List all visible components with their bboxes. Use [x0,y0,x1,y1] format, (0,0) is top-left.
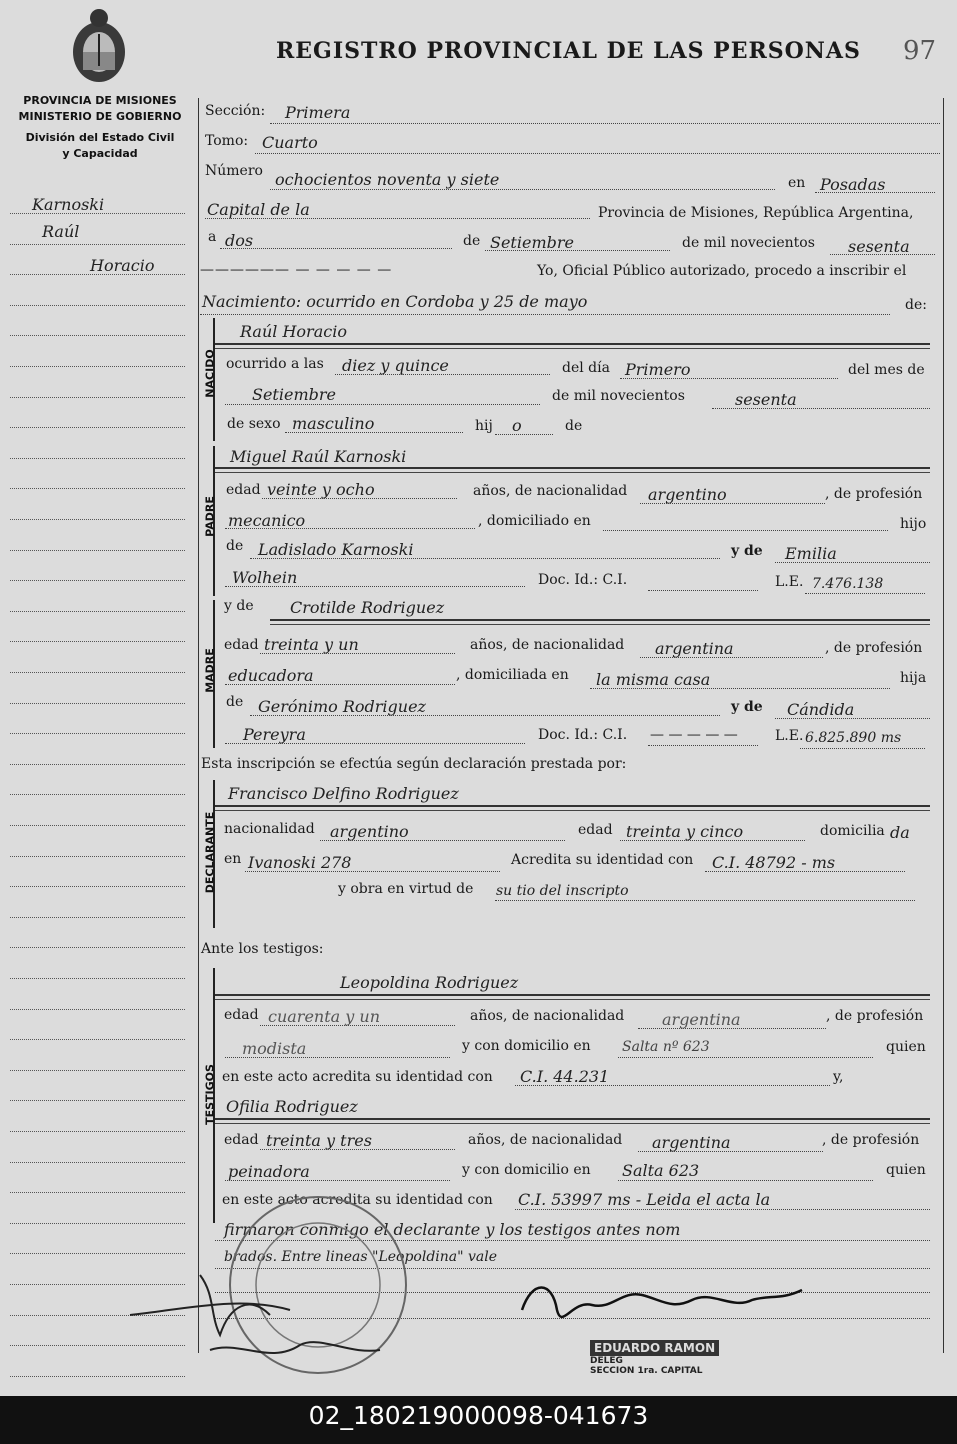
value-dashes: —————— — — — — — [200,262,393,278]
margin-rule-line [10,488,185,489]
value-padre-prof: mecanico [228,511,306,530]
label-quien-t2: quien [886,1162,926,1178]
frame-left-line [198,98,199,1353]
margin-rule-line [10,1192,185,1193]
margin-rule-line [10,397,185,398]
label-domiciliada: , domiciliada en [456,667,569,683]
value-padre-abuelo: Ladislado Karnoski [258,540,414,559]
stamp-line-3: SECCION 1ra. CAPITAL [590,1366,703,1376]
label-edad-t2: edad [224,1132,259,1148]
label-de-madre: de [226,694,244,710]
label-y-de-madre: y de [224,598,254,614]
witness-signatures-icon [120,1255,420,1385]
label-le-padre: L.E. [775,574,804,590]
label-y-obra: y obra en virtud de [338,881,474,897]
label-hijo: hijo [900,516,927,532]
margin-rule-line [10,458,185,459]
label-sexo: de sexo [227,416,281,432]
value-madre-abuela: Cándida [787,700,855,719]
value-t2-ci: C.I. 53997 ms - Leida el acta la [518,1190,771,1209]
value-tomo: Cuarto [262,133,318,152]
closing-line-2: brados. Entre lineas "Leopoldina" vale [224,1249,498,1265]
value-madre-abuela-2: Pereyra [243,725,306,744]
value-decl-virtud: su tio del inscripto [496,883,629,899]
label-mil-novecientos-2: de mil novecientos [552,388,685,404]
label-de-2: de [565,418,583,434]
value-madre-nombre: Crotilde Rodriguez [290,598,445,617]
label-de-mil: de mil novecientos [682,235,815,251]
label-quien-t1: quien [886,1039,926,1055]
value-t1-nac: argentina [662,1010,741,1029]
label-ocurrido: ocurrido a las [226,356,324,372]
label-del-mes: del mes de [848,362,925,378]
value-capital: Capital de la [207,200,310,219]
value-t2-dom: Salta 623 [622,1161,700,1180]
label-domiciliado: , domiciliado en [478,513,591,529]
side-label-nacido: NACIDO [203,349,217,398]
value-seccion: Primera [285,103,351,122]
closing-line-1: firmaron conmigo el declarante y los testigos antes nom [224,1220,681,1239]
value-decl-dom: da [890,823,910,842]
side-label-padre: PADRE [203,496,217,537]
margin-rule-line [10,1009,185,1010]
margin-rule-line [10,244,185,245]
value-madre-le: 6.825.890 ms [805,730,902,746]
label-en-decl: en [224,851,242,867]
value-hij: o [512,416,522,435]
label-de-3: de [226,538,244,554]
label-anos-t1: años, de nacionalidad [470,1008,625,1024]
value-t1-ci: C.I. 44.231 [520,1067,610,1086]
office-line-3: División del Estado Civil [25,131,175,144]
label-en: en [788,175,806,191]
office-line-1: PROVINCIA DE MISIONES [23,94,177,107]
margin-rule-line [10,733,185,734]
value-t1-edad: cuarenta y un [268,1007,381,1026]
label-prof-t1: , de profesión [826,1008,924,1024]
label-anos-t2: años, de nacionalidad [468,1132,623,1148]
label-edad-padre: edad [226,482,261,498]
margin-rule-line [10,1100,185,1101]
margin-rule-line [10,427,185,428]
value-padre-abuela-2: Wolhein [232,568,298,587]
label-ante-testigos: Ante los testigos: [201,941,324,957]
label-acredita-decl: Acredita su identidad con [511,852,694,868]
margin-rule-line [10,886,185,887]
value-numero: ochocientos noventa y siete [275,170,500,189]
value-anio: sesenta [848,237,910,256]
official-signature-icon [512,1270,812,1350]
office-line-4: y Capacidad [62,147,138,160]
label-seccion: Sección: [205,103,266,119]
office-line-2: MINISTERIO DE GOBIERNO [18,110,182,123]
frame-right-line [943,98,944,1353]
value-t1-prof: modista [242,1039,307,1058]
value-nombre: Raúl Horacio [240,322,347,341]
label-edad-t1: edad [224,1007,259,1023]
value-t1-nombre: Leopoldina Rodriguez [340,973,519,992]
margin-rule-line [10,611,185,612]
side-label-madre: MADRE [203,648,217,693]
value-anio-nac: sesenta [735,390,797,409]
margin-rule-line [10,335,185,336]
value-mes-nac: Setiembre [252,385,336,404]
label-anos-madre: años, de nacionalidad [470,637,625,653]
label-edad-decl: edad [578,822,613,838]
value-decl-ci: C.I. 48792 - ms [712,853,836,872]
page-number: 97 [903,36,937,66]
value-en: Posadas [820,175,886,194]
label-oficial: Yo, Oficial Público autorizado, procedo a inscribir el [537,263,907,279]
label-nacionalidad-decl: nacionalidad [224,821,315,837]
margin-rule-line [10,825,185,826]
label-domicilia: domicilia [820,823,885,839]
label-edad-madre: edad [224,637,259,653]
margin-first-name: Raúl [42,222,80,241]
value-sexo: masculino [292,414,375,433]
label-inscripcion: Esta inscripción se efectúa según declaración prestada por: [201,756,627,772]
label-domicilio-t1: y con domicilio en [462,1038,591,1054]
value-madre-prof: educadora [228,666,314,685]
margin-rule-line [10,978,185,979]
margin-rule-line [10,672,185,673]
label-doc-padre: Doc. Id.: C.I. [538,572,628,588]
value-acto: Nacimiento: ocurrido en Cordoba y 25 de mayo [202,292,588,311]
value-dia: dos [225,231,254,250]
side-label-testigos: TESTIGOS [203,1064,217,1125]
value-madre-dom: la misma casa [596,670,711,689]
value-t2-nombre: Ofilia Rodriguez [226,1097,358,1116]
stamp-name: EDUARDO RAMON [590,1340,719,1356]
value-madre-nac: argentina [655,639,734,658]
label-a: a [208,229,217,245]
registry-title: REGISTRO PROVINCIAL DE LAS PERSONAS [276,38,861,64]
value-decl-en: Ivanoski 278 [248,853,352,872]
value-hora: diez y quince [342,356,449,375]
margin-rule-line [10,305,185,306]
label-y-de-madre-2: y de [731,699,763,715]
value-madre-edad: treinta y un [264,635,359,654]
label-tomo: Tomo: [205,133,249,149]
value-decl-nombre: Francisco Delfino Rodriguez [228,784,459,803]
value-decl-edad: treinta y cinco [626,822,744,841]
label-prof-padre: , de profesión [825,486,923,502]
margin-rule-line [10,1039,185,1040]
margin-rule-line [10,580,185,581]
label-domicilio-t2: y con domicilio en [462,1162,591,1178]
margin-rule-line [10,366,185,367]
side-label-declarante: DECLARANTE [203,811,217,894]
value-t1-dom: Salta nº 623 [622,1039,710,1055]
value-dia-nac: Primero [625,360,691,379]
label-numero: Número [205,163,263,179]
margin-rule-line [10,641,185,642]
label-doc-madre: Doc. Id.: C.I. [538,727,628,743]
stamp-line-2: DELEG [590,1356,623,1366]
value-madre-abuelo: Gerónimo Rodriguez [258,697,426,716]
margin-rule-line [10,917,185,918]
label-hij: hij [475,418,493,434]
label-prof-t2: , de profesión [822,1132,920,1148]
footer-code: 02_180219000098-041673 [0,1396,957,1444]
value-padre-abuela: Emilia [785,544,837,563]
value-t2-prof: peinadora [228,1162,310,1181]
margin-rule-line [10,519,185,520]
label-y-coma: y, [833,1069,844,1085]
value-decl-nac: argentino [330,822,409,841]
value-padre-nombre: Miguel Raúl Karnoski [230,447,407,466]
delegate-stamp [590,1340,770,1380]
margin-rule-line [10,550,185,551]
margin-rule-line [10,703,185,704]
label-y-de-padre: y de [731,543,763,559]
label-del-dia: del día [562,360,610,376]
label-le-madre: L.E. [775,728,804,744]
label-prof-madre: , de profesión [825,640,923,656]
margin-middle-name: Horacio [90,256,155,275]
margin-rule-line [10,1131,185,1132]
value-t2-edad: treinta y tres [266,1131,372,1150]
value-padre-le: 7.476.138 [812,576,884,592]
label-de: de [463,233,481,249]
margin-rule-line [10,794,185,795]
value-mes: Setiembre [490,233,574,252]
value-madre-ci: — — — — — [650,727,738,743]
margin-rule-line [10,764,185,765]
margin-surname: Karnoski [32,195,105,214]
label-acredita-t1: en este acto acredita su identidad con [222,1069,493,1085]
label-provincia: Provincia de Misiones, República Argentina, [598,205,914,221]
label-acredita-t2: en este acto acredita su identidad con [222,1192,493,1208]
margin-rule-line [10,1070,185,1071]
label-de-colon: de: [905,297,927,313]
margin-rule-line [10,856,185,857]
label-anos-padre: años, de nacionalidad [473,483,628,499]
label-hija: hija [900,670,927,686]
value-t2-nac: argentina [652,1133,731,1152]
margin-rule-line [10,1223,185,1224]
value-padre-nac: argentino [648,485,727,504]
margin-rule-line [10,1162,185,1163]
margin-rule-line [10,947,185,948]
coat-of-arms-icon [68,6,130,88]
margin-rule-line [10,1253,185,1254]
value-padre-edad: veinte y ocho [267,480,375,499]
